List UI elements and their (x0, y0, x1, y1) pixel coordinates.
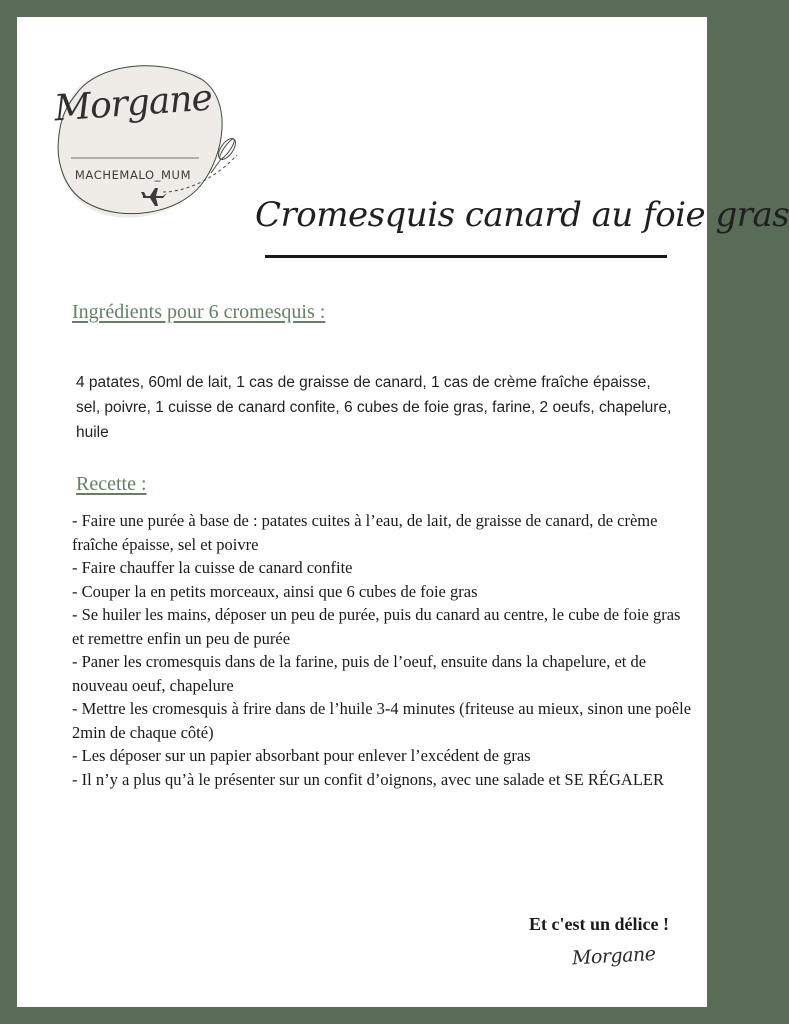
title-underline (265, 255, 667, 258)
recipe-card (17, 17, 789, 1007)
recipe-step: - Faire chauffer la cuisse de canard confite (72, 558, 353, 577)
recipe-step: - Couper la en petits morceaux, ainsi que 6 cubes de foie gras (72, 581, 478, 601)
logo-handle: MACHEMALO_MUM (74, 168, 192, 182)
signature: Morgane (571, 943, 656, 970)
ingredients-list: 4 patates, 60ml de lait, 1 cas de graisse de canard, 1 cas de crème fraîche épaisse, sel, poivre, 1 cuisse de canard confite, 6 cubes de foie gras, farine, 2 oeufs, chapelure, huile (76, 374, 672, 441)
closing-text: Et c'est un délice ! (529, 914, 669, 934)
recipe-step: - Mettre les cromesquis à frire dans de l’huile 3-4 minutes (friteuse au mieux, sinon une poêle 2min de chaque côté) (72, 699, 692, 742)
recipe-step: - Les déposer sur un papier absorbant pour enlever l’excédent de gras (72, 746, 531, 765)
recipe-step: - Paner les cromesquis dans de la farine, puis de l’oeuf, ensuite dans la chapelure, et de nouveau oeuf, chapelure (72, 652, 647, 695)
logo-name: Morgane (52, 77, 214, 130)
recipe-step: - Se huiler les mains, déposer un peu de purée, puis du canard au centre, le cube de foie gras et remettre enfin un peu de purée (72, 605, 681, 648)
recipe-step: - Il n’y a plus qu’à le présenter sur un confit d’oignons, avec une salade et SE RÉGALER (72, 769, 665, 789)
recipe-heading: Recette : (76, 473, 147, 495)
ingredients-heading: Ingrédients pour 6 cromesquis : (72, 301, 326, 323)
logo (51, 55, 251, 231)
recipe-steps (72, 509, 692, 791)
recipe-step: - Faire une purée à base de : patates cuites à l’eau, de lait, de graisse de canard, de crème fraîche épaisse, sel et poivre (72, 511, 658, 554)
recipe-title: Cromesquis canard au foie gras (255, 195, 789, 235)
